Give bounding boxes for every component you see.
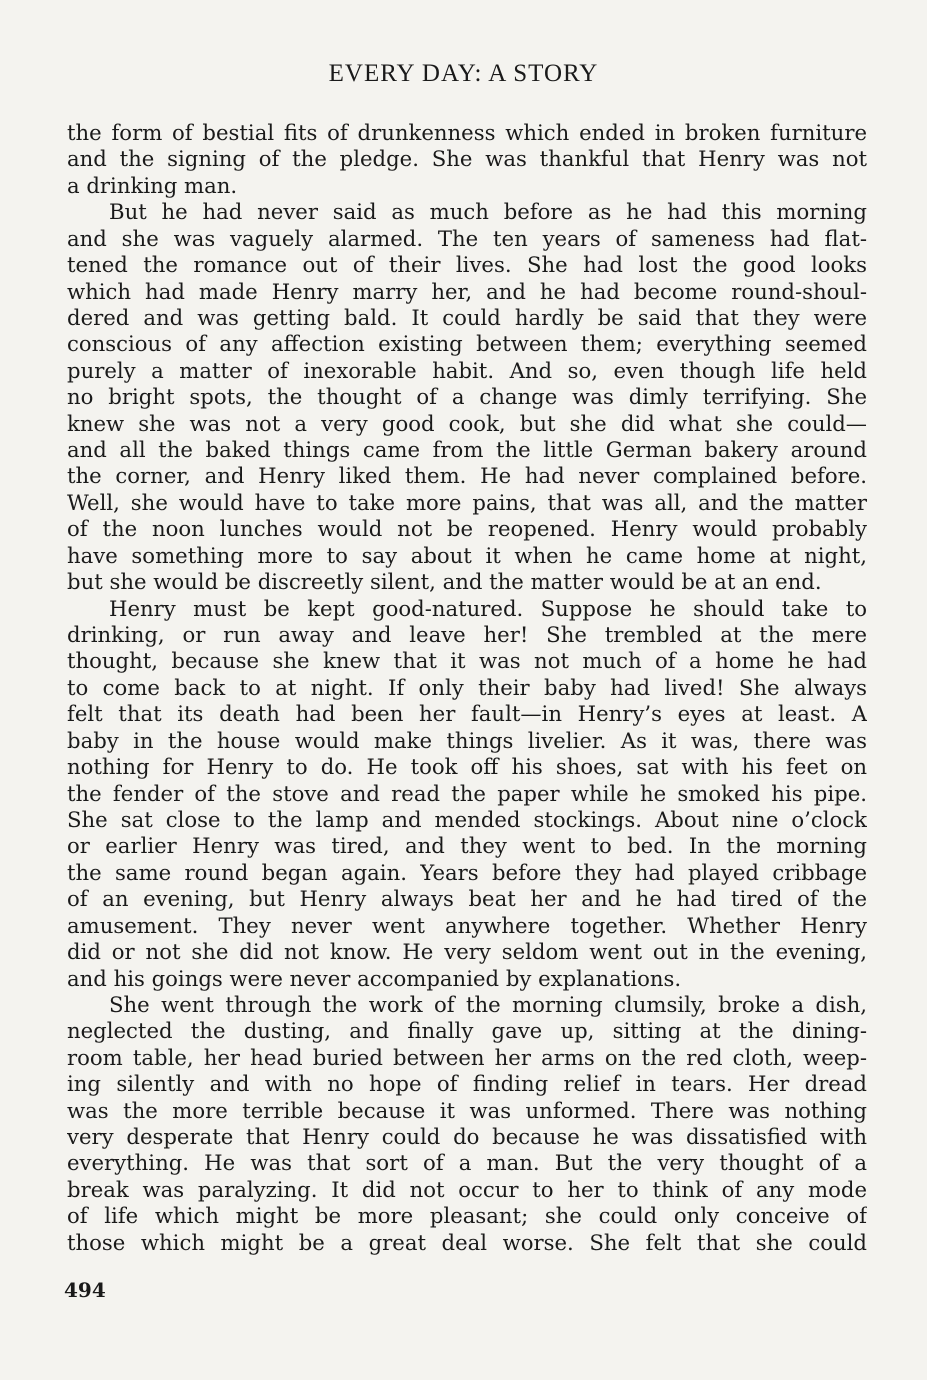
text-line: and all the baked things came from the little German bakery around [67, 437, 867, 463]
text-line: ing silently and with no hope of finding relief in tears. Her dread [67, 1071, 867, 1097]
text-line: Henry must be kept good-natured. Suppose he should take to [109, 595, 867, 621]
text-line: She sat close to the lamp and mended stockings. About nine o’clock [67, 806, 867, 832]
text-line: conscious of any affection existing between them; everything seemed [67, 331, 867, 357]
text-line: drinking, or run away and leave her! She trembled at the mere [67, 622, 867, 648]
text-line: She went through the work of the morning clumsily, broke a dish, [109, 991, 867, 1017]
text-line: of an evening, but Henry always beat her and he had tired of the [67, 886, 867, 912]
text-line: break was paralyzing. It did not occur to her to think of any mode [67, 1176, 867, 1202]
text-line: to come back to at night. If only their baby had lived! She always [67, 674, 867, 700]
text-line: the fender of the stove and read the paper while he smoked his pipe. [67, 780, 867, 806]
text-line: the same round began again. Years before they had played cribbage [67, 859, 867, 885]
text-line: everything. He was that sort of a man. But the very thought of a [67, 1150, 867, 1176]
text-line: dered and was getting bald. It could hardly be said that they were [67, 304, 867, 330]
text-line: of life which might be more pleasant; she could only conceive of [67, 1203, 867, 1229]
text-line: amusement. They never went anywhere together. Whether Henry [67, 912, 867, 938]
text-line: and his goings were never accompanied by explanations. [67, 965, 682, 991]
text-line: knew she was not a very good cook, but she did what she could— [67, 410, 867, 436]
text-line: nothing for Henry to do. He took off his shoes, sat with his feet on [67, 754, 867, 780]
text-line: have something more to say about it when he came home at night, [67, 542, 867, 568]
text-line: but she would be discreetly silent, and the matter would be at an end. [67, 569, 822, 595]
text-line: thought, because she knew that it was not much of a home he had [67, 648, 867, 674]
text-line: and she was vaguely alarmed. The ten years of sameness had flat- [67, 225, 867, 251]
text-line: did or not she did not know. He very seldom went out in the evening, [67, 939, 867, 965]
text-line: those which might be a great deal worse. She felt that she could [67, 1229, 867, 1255]
text-line: baby in the house would make things livelier. As it was, there was [67, 727, 867, 753]
text-line: or earlier Henry was tired, and they went to bed. In the morning [67, 833, 867, 859]
text-line: the form of bestial fits of drunkenness which ended in broken furniture [67, 120, 867, 145]
text-line: neglected the dusting, and finally gave up, sitting at the dining- [67, 1018, 867, 1044]
text-line: was the more terrible because it was unformed. There was nothing [67, 1097, 867, 1123]
text-line: room table, her head buried between her arms on the red cloth, weep- [67, 1044, 867, 1070]
text-line: which had made Henry marry her, and he had become round-shoul- [67, 278, 867, 304]
page-number: 494 [64, 1278, 106, 1302]
text-line: felt that its death had been her fault—in Henry’s eyes at least. A [67, 701, 867, 727]
running-head: EVERY DAY: A STORY [328, 60, 599, 87]
text-line: But he had never said as much before as he had this morning [109, 199, 867, 225]
text-line: of the noon lunches would not be reopened. Henry would probably [67, 516, 867, 542]
body-text [67, 120, 867, 1256]
text-line: no bright spots, the thought of a change was dimly terrifying. She [67, 384, 867, 410]
text-line: Well, she would have to take more pains, that was all, and the matter [67, 489, 867, 515]
text-line: the corner, and Henry liked them. He had never complained before. [67, 463, 867, 489]
text-line: tened the romance out of their lives. She had lost the good looks [67, 252, 867, 278]
text-line: a drinking man. [67, 172, 238, 198]
text-line: purely a matter of inexorable habit. And so, even though life held [67, 357, 867, 383]
text-line: very desperate that Henry could do because he was dissatisfied with [67, 1124, 867, 1150]
text-line: and the signing of the pledge. She was thankful that Henry was not [67, 146, 867, 172]
